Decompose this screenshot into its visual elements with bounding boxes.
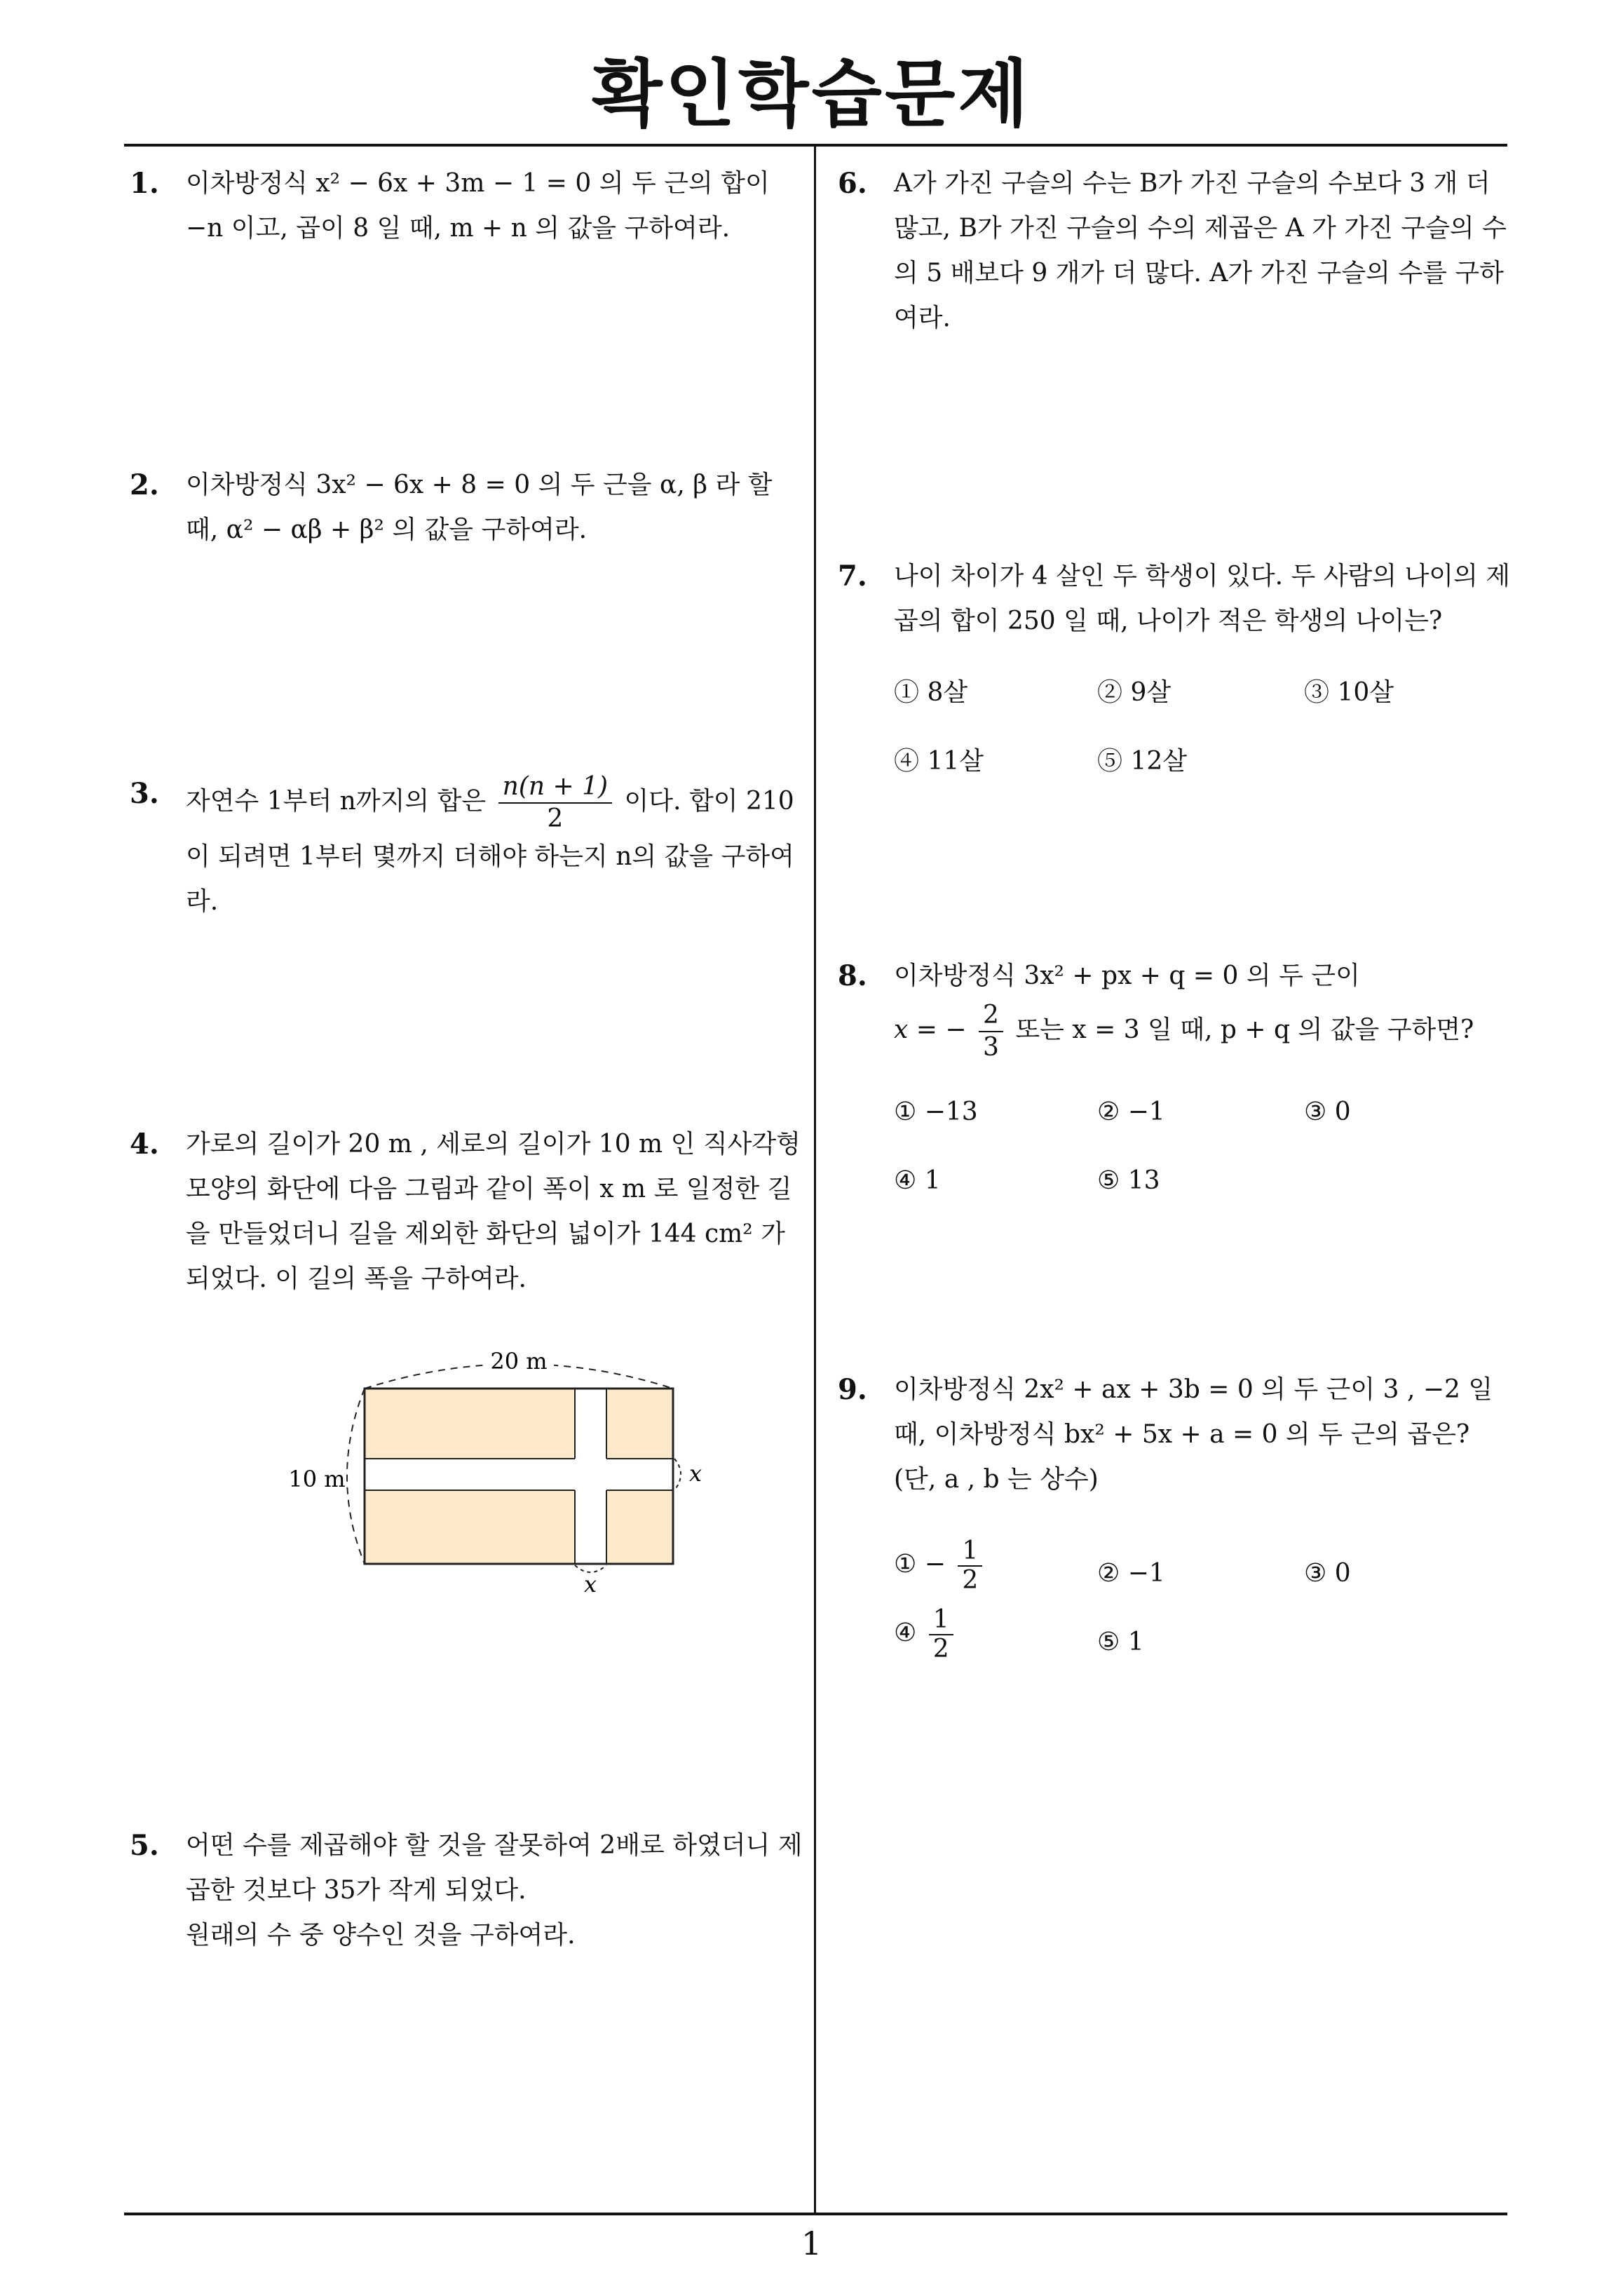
- choice-1[interactable]: ① −13: [894, 1098, 978, 1126]
- choice-2[interactable]: ② 9살: [1097, 678, 1172, 707]
- choice-3[interactable]: ③ 0: [1304, 1559, 1351, 1588]
- problem-text-line: [894, 999, 1511, 1063]
- problem-8: [838, 954, 1511, 1230]
- problem-text-after: 또는 x = 3 일 때, p + q 의 값을 구하면?: [1015, 1015, 1474, 1044]
- choice-5[interactable]: ⑤ 12살: [1097, 747, 1188, 776]
- choice-sign: −: [924, 1550, 946, 1579]
- column-divider: [814, 147, 816, 2215]
- problem-5: [130, 1823, 803, 1958]
- path-label-bottom: x: [583, 1571, 597, 1592]
- fraction: [498, 771, 612, 835]
- vertical-path: [575, 1389, 606, 1564]
- choice-marker: ④: [894, 1619, 917, 1647]
- problem-number: 1.: [130, 167, 159, 200]
- fraction-denominator: 2: [962, 1566, 979, 1595]
- choice-5[interactable]: ⑤ 13: [1097, 1166, 1160, 1195]
- answer-choices: [894, 1090, 1511, 1230]
- fraction-denominator: 2: [932, 1635, 949, 1663]
- problem-text-line: (단, a , b 는 상수): [894, 1465, 1099, 1494]
- garden-diagram: [266, 1318, 715, 1592]
- problem-text-after: 이다. 합이 210 이 되려면 1부터 몇까지 더해야 하는지 n의 값을 구하여라.: [186, 787, 794, 916]
- fraction-numerator: 1: [929, 1606, 953, 1635]
- choice-marker: ①: [894, 1550, 917, 1579]
- choice-3[interactable]: ③ 0: [1304, 1098, 1351, 1126]
- bottom-rule: [124, 2213, 1507, 2215]
- choice-2[interactable]: ② −1: [1097, 1098, 1165, 1126]
- problem-number: 8.: [838, 959, 867, 992]
- problem-text-line: 원래의 수 중 양수인 것을 구하여라.: [186, 1921, 576, 1950]
- fraction: [958, 1537, 982, 1595]
- fraction: [929, 1606, 953, 1663]
- choice-4[interactable]: [894, 1606, 958, 1663]
- problem-number: 7.: [838, 560, 867, 593]
- fraction-numerator: n(n + 1): [498, 771, 612, 804]
- path-width-arc-right: [674, 1459, 681, 1490]
- problem-number: 4.: [130, 1128, 159, 1161]
- fraction-numerator: 2: [979, 1000, 1003, 1032]
- problem-2: [130, 463, 803, 553]
- fraction-numerator: 1: [958, 1537, 982, 1567]
- problem-text-before: 자연수 1부터 n까지의 합은: [186, 787, 487, 816]
- equation-lhs: x = −: [894, 1015, 967, 1044]
- choice-3[interactable]: ③ 10살: [1304, 678, 1394, 707]
- problem-number: 9.: [838, 1373, 867, 1406]
- problem-text: 나이 차이가 4 살인 두 학생이 있다. 두 사람의 나이의 제곱의 합이 250 일 때, 나이가 적은 학생의 나이는?: [894, 562, 1511, 635]
- problem-3: [130, 771, 803, 924]
- problem-text: 이차방정식 3x² + px + q = 0 의 두 근이: [894, 961, 1360, 990]
- problem-text: 어떤 수를 제곱해야 할 것을 잘못하여 2배로 하였더니 제곱한 것보다 35가 작게 되었다.: [186, 1831, 803, 1905]
- height-dimension-arc: [347, 1389, 365, 1564]
- problem-number: 6.: [838, 167, 867, 200]
- fraction-denominator: 3: [982, 1033, 999, 1062]
- answer-choices: [894, 670, 1511, 811]
- choice-1[interactable]: [894, 1537, 986, 1595]
- problem-text: 이차방정식 x² − 6x + 3m − 1 = 0 의 두 근의 합이 −n 이고, 곱이 8 일 때, m + n 의 값을 구하여라.: [186, 169, 770, 243]
- problem-text: 이차방정식 2x² + ax + 3b = 0 의 두 근이 3 , −2 일 때, 이차방정식 bx² + 5x + a = 0 의 두 근의 곱은?: [894, 1375, 1493, 1449]
- width-label: 20 m: [490, 1348, 548, 1375]
- height-label: 10 m: [288, 1466, 346, 1492]
- choice-5[interactable]: ⑤ 1: [1097, 1628, 1144, 1656]
- path-label-right: x: [688, 1460, 702, 1487]
- problem-text: [186, 771, 803, 924]
- choice-2[interactable]: ② −1: [1097, 1559, 1165, 1588]
- answer-choices: [894, 1537, 1511, 1677]
- problem-4: [130, 1122, 803, 1302]
- problem-number: 2.: [130, 468, 159, 501]
- problem-text: 이차방정식 3x² − 6x + 8 = 0 의 두 근을 α, β 라 할 때, α² − αβ + β² 의 값을 구하여라.: [186, 471, 773, 544]
- problem-number: 3.: [130, 777, 159, 810]
- problem-1: [130, 161, 803, 251]
- problem-text: A가 가진 구슬의 수는 B가 가진 구슬의 수보다 3 개 더 많고, B가 가진 구슬의 수의 제곱은 A 가 가진 구슬의 수의 5 배보다 9 개가 더 많다. A가 가진 구슬의 수를 구하여라.: [894, 169, 1507, 332]
- problem-number: 5.: [130, 1829, 159, 1862]
- choice-4[interactable]: ④ 11살: [894, 747, 984, 776]
- problem-text: 가로의 길이가 20 m , 세로의 길이가 10 m 인 직사각형 모양의 화단에 다음 그림과 같이 폭이 x m 로 일정한 길을 만들었더니 길을 제외한 화단의 넓이가 144 cm² 가 되었다. 이 길의 폭을 구하여라.: [186, 1130, 801, 1293]
- page-title: 확인학습문제: [592, 51, 1031, 137]
- horizontal-path: [365, 1459, 673, 1490]
- fraction: [979, 1000, 1003, 1063]
- page-number: 1: [801, 2224, 822, 2262]
- choice-1[interactable]: ① 8살: [894, 678, 968, 707]
- fraction-denominator: 2: [547, 804, 564, 833]
- choice-4[interactable]: ④ 1: [894, 1166, 941, 1195]
- problem-7: [838, 554, 1511, 811]
- problem-9: [838, 1368, 1511, 1677]
- problem-6: [838, 161, 1511, 341]
- garden-bed: [365, 1389, 673, 1564]
